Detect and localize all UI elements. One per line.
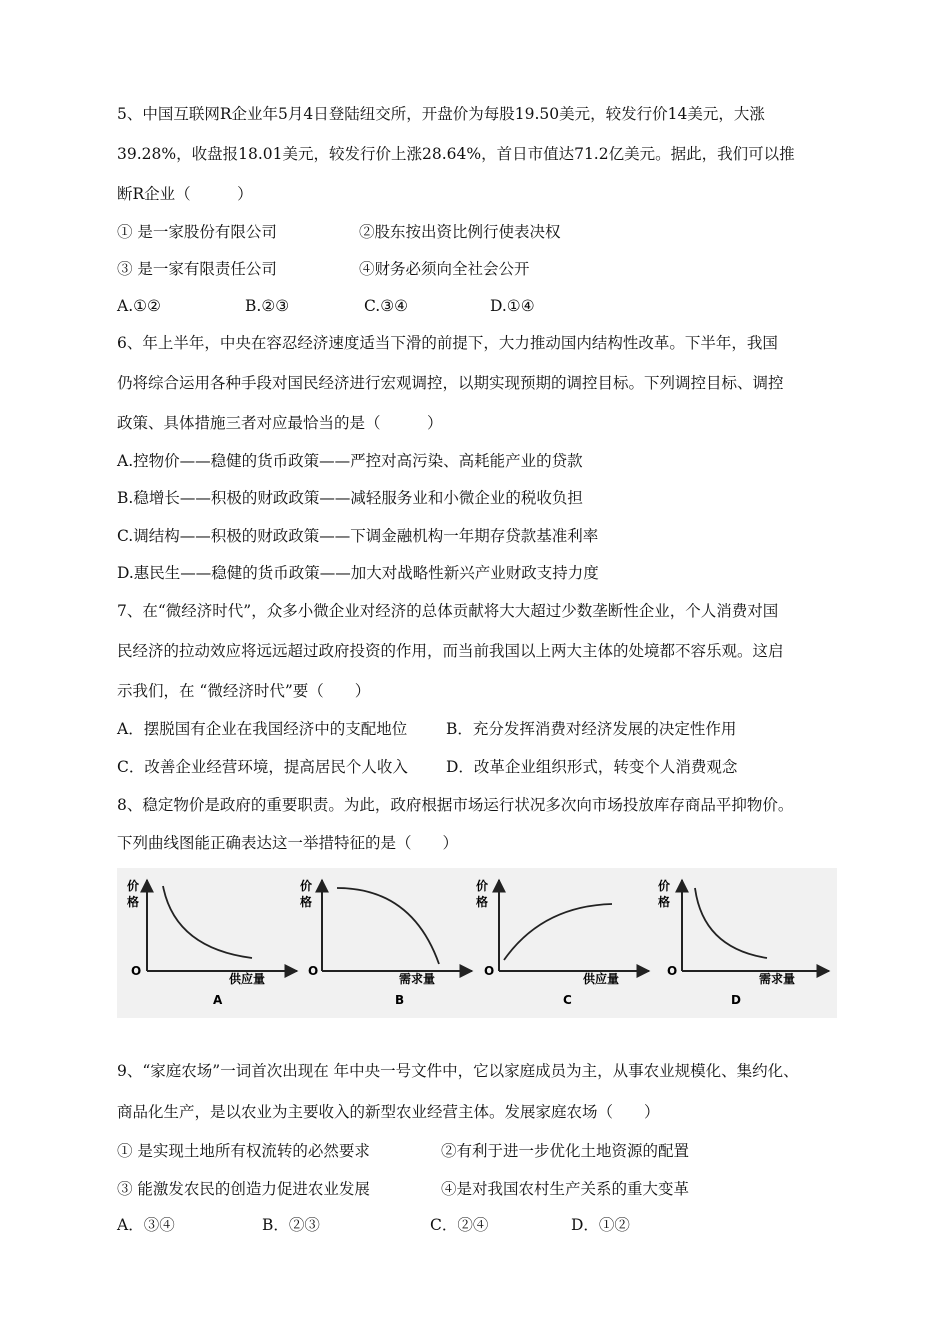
q7-stem-line1: 7、在“微经济时代”，众多小微企业对经济的总体贡献将大大超过少数垄断性企业，个人消费对国 bbox=[117, 602, 779, 620]
q7-option-d: D．改革企业组织形式，转变个人消费观念 bbox=[446, 758, 738, 776]
q6-option-c: C.调结构——积极的财政政策——下调金融机构一年期存贷款基准利率 bbox=[117, 527, 599, 545]
q9-statement-3: ③ 能激发农民的创造力促进农业发展 bbox=[117, 1180, 370, 1198]
graph-a-letter: A bbox=[213, 993, 223, 1007]
q6-stem-line2: 仍将综合运用各种手段对国民经济进行宏观调控，以期实现预期的调控目标。下列调控目标、调控 bbox=[117, 374, 784, 392]
q5-option-a: A.①② bbox=[117, 297, 161, 315]
q9-stem-line2: 商品化生产，是以农业为主要收入的新型农业经营主体。发展家庭农场（ ） bbox=[117, 1103, 660, 1121]
graph-a-curve bbox=[163, 886, 252, 958]
q7-option-c: C．改善企业经营环境，提高居民个人收入 bbox=[117, 758, 408, 776]
graph-d bbox=[658, 878, 829, 1007]
graph-c-origin: O bbox=[484, 964, 495, 978]
q7-stem-line3: 示我们，在 “微经济时代”要（ ） bbox=[117, 682, 371, 700]
q5-statement-1: ① 是一家股份有限公司 bbox=[117, 223, 277, 241]
graph-c-xlabel: 供应量 bbox=[583, 972, 620, 986]
q6-stem-line1: 6、年上半年，中央在容忍经济速度适当下滑的前提下，大力推动国内结构性改革。下半年，我国 bbox=[117, 334, 778, 352]
graph-c-ylabel-bottom: 格 bbox=[476, 895, 489, 909]
q9-option-a: A．③④ bbox=[117, 1216, 175, 1234]
q8-curves-svg bbox=[117, 868, 837, 1018]
q6-stem-line3: 政策、具体措施三者对应最恰当的是（ ） bbox=[117, 414, 443, 432]
q5-statement-4: ④财务必须向全社会公开 bbox=[359, 260, 530, 278]
graph-b-ylabel-top: 价 bbox=[300, 879, 313, 893]
graph-b-letter: B bbox=[395, 993, 405, 1007]
q5-stem-line1: 5、中国互联网R企业年5月4日登陆纽交所，开盘价为每股19.50美元，较发行价14美元，大涨 bbox=[117, 105, 765, 123]
graph-d-curve bbox=[695, 888, 767, 958]
q8-stem-line2: 下列曲线图能正确表达这一举措特征的是（ ） bbox=[117, 834, 459, 852]
graph-b-origin: O bbox=[308, 964, 319, 978]
q9-statement-2: ②有利于进一步优化土地资源的配置 bbox=[441, 1142, 690, 1160]
graph-d-ylabel-top: 价 bbox=[658, 879, 671, 893]
graph-c bbox=[476, 878, 649, 1007]
graph-d-letter: D bbox=[731, 993, 741, 1007]
graph-c-ylabel-top: 价 bbox=[476, 879, 489, 893]
q5-stem-line3: 断R企业（ ） bbox=[117, 185, 253, 203]
graph-a-ylabel-bottom: 格 bbox=[127, 895, 140, 909]
q6-option-a: A.控物价——稳健的货币政策——严控对高污染、高耗能产业的贷款 bbox=[117, 452, 583, 470]
graph-a bbox=[127, 878, 297, 1007]
graph-d-xlabel: 需求量 bbox=[759, 972, 796, 986]
graph-a-origin: O bbox=[131, 964, 142, 978]
q7-option-a: A．摆脱国有企业在我国经济中的支配地位 bbox=[117, 720, 408, 738]
q9-statement-4: ④是对我国农村生产关系的重大变革 bbox=[441, 1180, 690, 1198]
q9-option-b: B．②③ bbox=[262, 1216, 320, 1234]
graph-c-letter: C bbox=[563, 993, 572, 1007]
q5-option-c: C.③④ bbox=[364, 297, 409, 315]
graph-c-curve bbox=[504, 904, 612, 960]
graph-b bbox=[300, 878, 472, 1007]
q7-option-b: B．充分发挥消费对经济发展的决定性作用 bbox=[446, 720, 737, 738]
graph-a-ylabel-top: 价 bbox=[127, 879, 140, 893]
q8-stem-line1: 8、稳定物价是政府的重要职责。为此，政府根据市场运行状况多次向市场投放库存商品平抑物价。 bbox=[117, 796, 794, 814]
graph-b-xlabel: 需求量 bbox=[399, 972, 436, 986]
graph-d-ylabel-bottom: 格 bbox=[658, 895, 671, 909]
q5-option-b: B.②③ bbox=[245, 297, 290, 315]
q9-option-c: C．②④ bbox=[430, 1216, 489, 1234]
graph-b-ylabel-bottom: 格 bbox=[300, 895, 313, 909]
q8-curve-figures bbox=[117, 868, 837, 1018]
graph-b-curve bbox=[337, 888, 439, 964]
q5-stem-line2: 39.28%，收盘报18.01美元，较发行价上涨28.64%，首日市值达71.2亿美元。据此，我们可以推 bbox=[117, 145, 795, 163]
q9-stem-line1: 9、“家庭农场”一词首次出现在 年中央一号文件中，它以家庭成员为主，从事农业规模化、集约化、 bbox=[117, 1062, 799, 1080]
q5-statement-3: ③ 是一家有限责任公司 bbox=[117, 260, 277, 278]
graph-a-xlabel: 供应量 bbox=[229, 972, 266, 986]
q6-option-d: D.惠民生——稳健的货币政策——加大对战略性新兴产业财政支持力度 bbox=[117, 564, 599, 582]
q5-statement-2: ②股东按出资比例行使表决权 bbox=[359, 223, 561, 241]
q5-option-d: D.①④ bbox=[490, 297, 535, 315]
q9-statement-1: ① 是实现土地所有权流转的必然要求 bbox=[117, 1142, 370, 1160]
q7-stem-line2: 民经济的拉动效应将远远超过政府投资的作用，而当前我国以上两大主体的处境都不容乐观。这启 bbox=[117, 642, 784, 660]
q9-option-d: D．①② bbox=[571, 1216, 630, 1234]
q6-option-b: B.稳增长——积极的财政政策——减轻服务业和小微企业的税收负担 bbox=[117, 489, 583, 507]
graph-d-origin: O bbox=[667, 964, 678, 978]
